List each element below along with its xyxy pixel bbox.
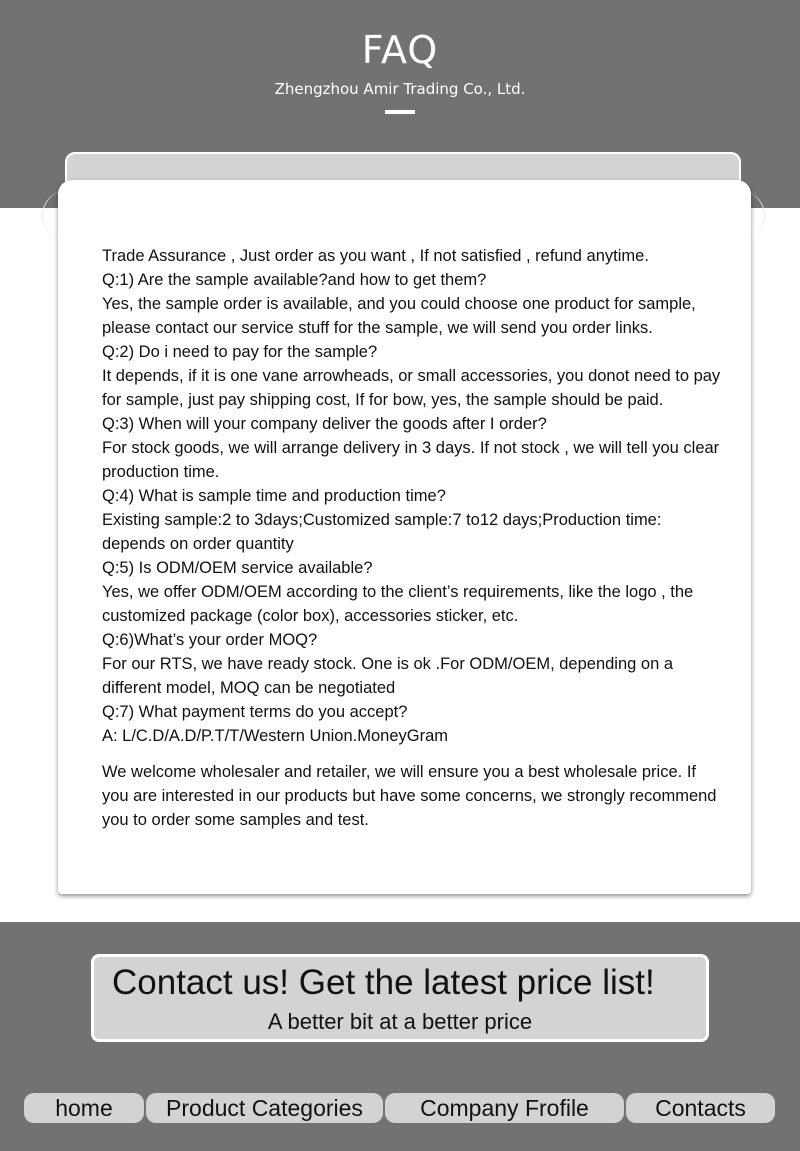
faq-content [102,244,727,832]
faq-answer: For stock goods, we will arrange delivery in 3 days. If not stock , we will tell you clear production time. [102,439,720,481]
nav-product-categories-button[interactable]: Product Categories [146,1093,383,1123]
faq-closing: We welcome wholesaler and retailer, we will ensure you a best wholesale price. If you are interested in our products but have some concerns, we strongly recommend you to order some samples and test. [102,763,717,829]
faq-question: Q:4) What is sample time and production time? [102,487,446,505]
faq-answer: Yes, we offer ODM/OEM according to the client’s requirements, like the logo , the customized package (color box), accessories sticker, etc. [102,583,694,625]
faq-intro: Trade Assurance , Just order as you want , If not satisfied , refund anytime. [102,247,649,265]
faq-question: Q:3) When will your company deliver the goods after I order? [102,415,547,433]
faq-question: Q:1) Are the sample available?and how to get them? [102,271,487,289]
nav-home-button[interactable]: home [24,1093,144,1123]
faq-answer: A: L/C.D/A.D/P.T/T/Western Union.MoneyGram [102,727,449,745]
faq-answer: Existing sample:2 to 3days;Customized sample:7 to12 days;Production time: depends on order quantity [102,511,662,553]
faq-answer: For our RTS, we have ready stock. One is ok .For ODM/OEM, depending on a different model, MOQ can be negotiated [102,655,674,697]
contact-subline: A better bit at a better price [267,1009,533,1034]
company-name: Zhengzhou Amir Trading Co., Ltd. [274,80,526,98]
page-title: FAQ [361,28,439,72]
contact-banner[interactable] [91,954,709,1042]
title-underline [385,110,415,114]
faq-question: Q:5) Is ODM/OEM service available? [102,559,373,577]
faq-question: Q:6)What’s your order MOQ? [102,631,318,649]
nav-company-profile-button[interactable]: Company Frofile [385,1093,624,1123]
faq-card [58,180,751,894]
contact-headline: Contact us! Get the latest price list! [112,963,655,1002]
faq-question: Q:2) Do i need to pay for the sample? [102,343,378,361]
faq-answer: It depends, if it is one vane arrowheads, or small accessories, you donot need to pay for sample, just pay shipping cost, If for bow, yes, the sample should be paid. [102,367,721,409]
faq-answer: Yes, the sample order is available, and you could choose one product for sample, please contact our service stuff for the sample, we will send you order links. [102,295,696,337]
faq-question: Q:7) What payment terms do you accept? [102,703,408,721]
nav-contacts-button[interactable]: Contacts [626,1093,775,1123]
